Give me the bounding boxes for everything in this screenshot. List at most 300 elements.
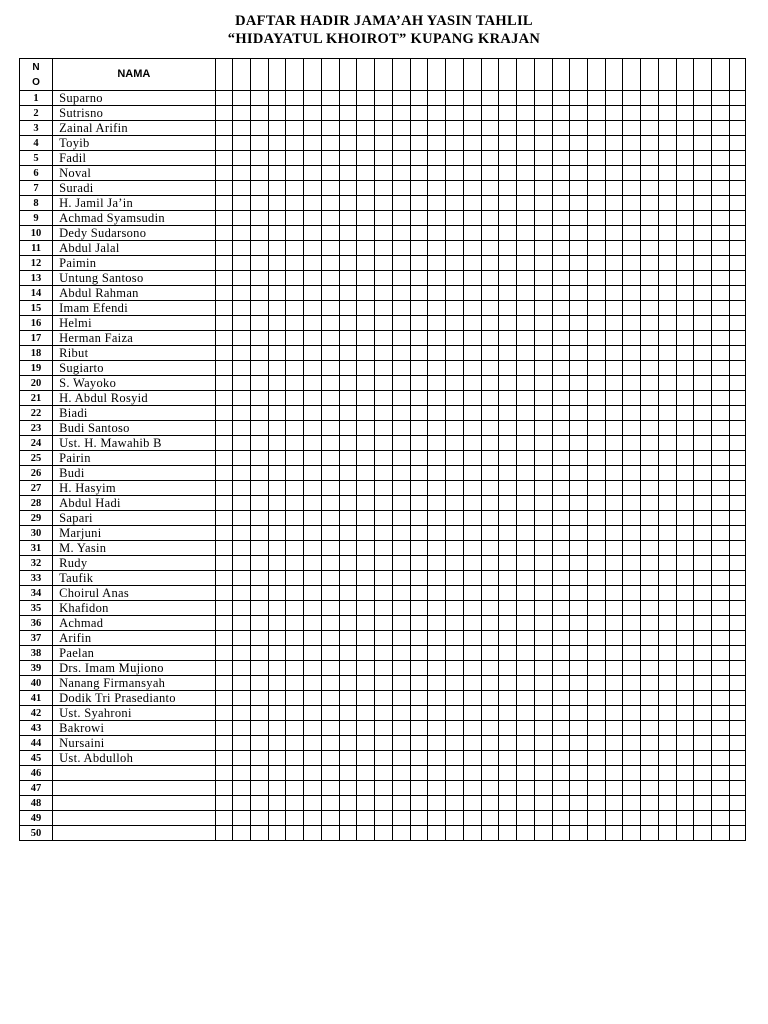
- attendance-cell[interactable]: [517, 106, 535, 121]
- attendance-cell[interactable]: [215, 121, 233, 136]
- attendance-cell[interactable]: [428, 676, 446, 691]
- attendance-cell[interactable]: [357, 601, 375, 616]
- attendance-cell[interactable]: [233, 151, 251, 166]
- attendance-cell[interactable]: [463, 631, 481, 646]
- attendance-cell[interactable]: [304, 286, 322, 301]
- attendance-cell[interactable]: [676, 181, 694, 196]
- attendance-cell[interactable]: [694, 661, 712, 676]
- attendance-cell[interactable]: [251, 181, 269, 196]
- attendance-cell[interactable]: [712, 541, 730, 556]
- attendance-cell[interactable]: [233, 766, 251, 781]
- attendance-cell[interactable]: [641, 376, 659, 391]
- attendance-cell[interactable]: [233, 676, 251, 691]
- attendance-cell[interactable]: [517, 451, 535, 466]
- attendance-cell[interactable]: [658, 331, 676, 346]
- attendance-cell[interactable]: [641, 541, 659, 556]
- attendance-cell[interactable]: [534, 511, 552, 526]
- attendance-cell[interactable]: [304, 496, 322, 511]
- attendance-cell[interactable]: [481, 826, 499, 841]
- attendance-cell[interactable]: [676, 496, 694, 511]
- attendance-cell[interactable]: [286, 601, 304, 616]
- attendance-cell[interactable]: [517, 271, 535, 286]
- attendance-cell[interactable]: [357, 91, 375, 106]
- attendance-cell[interactable]: [251, 151, 269, 166]
- attendance-cell[interactable]: [286, 301, 304, 316]
- attendance-cell[interactable]: [321, 751, 339, 766]
- attendance-cell[interactable]: [268, 421, 286, 436]
- attendance-cell[interactable]: [233, 706, 251, 721]
- attendance-cell[interactable]: [481, 661, 499, 676]
- attendance-cell[interactable]: [641, 481, 659, 496]
- attendance-cell[interactable]: [676, 286, 694, 301]
- attendance-cell[interactable]: [570, 106, 588, 121]
- attendance-cell[interactable]: [587, 751, 605, 766]
- attendance-cell[interactable]: [233, 181, 251, 196]
- attendance-cell[interactable]: [481, 151, 499, 166]
- attendance-cell[interactable]: [694, 316, 712, 331]
- attendance-cell[interactable]: [392, 781, 410, 796]
- attendance-cell[interactable]: [286, 631, 304, 646]
- attendance-cell[interactable]: [570, 361, 588, 376]
- attendance-cell[interactable]: [339, 496, 357, 511]
- attendance-cell[interactable]: [481, 166, 499, 181]
- attendance-cell[interactable]: [428, 646, 446, 661]
- attendance-cell[interactable]: [215, 211, 233, 226]
- attendance-cell[interactable]: [623, 406, 641, 421]
- attendance-cell[interactable]: [641, 496, 659, 511]
- attendance-cell[interactable]: [623, 436, 641, 451]
- attendance-cell[interactable]: [268, 496, 286, 511]
- attendance-cell[interactable]: [463, 91, 481, 106]
- attendance-cell[interactable]: [499, 721, 517, 736]
- attendance-cell[interactable]: [286, 811, 304, 826]
- attendance-cell[interactable]: [463, 526, 481, 541]
- attendance-cell[interactable]: [570, 436, 588, 451]
- attendance-cell[interactable]: [375, 91, 393, 106]
- attendance-cell[interactable]: [375, 781, 393, 796]
- attendance-cell[interactable]: [623, 676, 641, 691]
- attendance-cell[interactable]: [499, 646, 517, 661]
- attendance-cell[interactable]: [481, 301, 499, 316]
- attendance-cell[interactable]: [658, 346, 676, 361]
- attendance-cell[interactable]: [268, 616, 286, 631]
- attendance-cell[interactable]: [587, 631, 605, 646]
- attendance-cell[interactable]: [357, 376, 375, 391]
- attendance-cell[interactable]: [375, 211, 393, 226]
- attendance-cell[interactable]: [499, 571, 517, 586]
- attendance-cell[interactable]: [321, 301, 339, 316]
- attendance-cell[interactable]: [534, 106, 552, 121]
- attendance-cell[interactable]: [534, 601, 552, 616]
- attendance-cell[interactable]: [321, 826, 339, 841]
- attendance-cell[interactable]: [641, 466, 659, 481]
- attendance-cell[interactable]: [446, 181, 464, 196]
- attendance-cell[interactable]: [694, 616, 712, 631]
- attendance-cell[interactable]: [339, 361, 357, 376]
- attendance-cell[interactable]: [357, 796, 375, 811]
- attendance-cell[interactable]: [251, 376, 269, 391]
- attendance-cell[interactable]: [517, 376, 535, 391]
- attendance-cell[interactable]: [357, 526, 375, 541]
- attendance-cell[interactable]: [251, 316, 269, 331]
- attendance-cell[interactable]: [304, 586, 322, 601]
- attendance-cell[interactable]: [676, 256, 694, 271]
- attendance-cell[interactable]: [215, 271, 233, 286]
- attendance-cell[interactable]: [233, 751, 251, 766]
- attendance-cell[interactable]: [321, 346, 339, 361]
- attendance-cell[interactable]: [623, 466, 641, 481]
- attendance-cell[interactable]: [304, 601, 322, 616]
- attendance-cell[interactable]: [233, 316, 251, 331]
- attendance-cell[interactable]: [641, 661, 659, 676]
- attendance-cell[interactable]: [428, 526, 446, 541]
- attendance-cell[interactable]: [233, 556, 251, 571]
- attendance-cell[interactable]: [499, 706, 517, 721]
- attendance-cell[interactable]: [215, 241, 233, 256]
- attendance-cell[interactable]: [392, 631, 410, 646]
- attendance-cell[interactable]: [268, 361, 286, 376]
- attendance-cell[interactable]: [339, 301, 357, 316]
- attendance-cell[interactable]: [321, 121, 339, 136]
- attendance-cell[interactable]: [481, 586, 499, 601]
- attendance-cell[interactable]: [392, 616, 410, 631]
- attendance-cell[interactable]: [499, 736, 517, 751]
- attendance-cell[interactable]: [357, 706, 375, 721]
- attendance-cell[interactable]: [676, 346, 694, 361]
- attendance-cell[interactable]: [392, 181, 410, 196]
- attendance-cell[interactable]: [446, 241, 464, 256]
- attendance-cell[interactable]: [410, 526, 428, 541]
- attendance-cell[interactable]: [428, 106, 446, 121]
- attendance-cell[interactable]: [304, 421, 322, 436]
- attendance-cell[interactable]: [392, 766, 410, 781]
- attendance-cell[interactable]: [304, 661, 322, 676]
- attendance-cell[interactable]: [694, 331, 712, 346]
- attendance-cell[interactable]: [712, 346, 730, 361]
- attendance-cell[interactable]: [410, 346, 428, 361]
- attendance-cell[interactable]: [534, 436, 552, 451]
- attendance-cell[interactable]: [481, 181, 499, 196]
- attendance-cell[interactable]: [658, 496, 676, 511]
- attendance-cell[interactable]: [233, 586, 251, 601]
- attendance-cell[interactable]: [499, 166, 517, 181]
- attendance-cell[interactable]: [428, 196, 446, 211]
- attendance-cell[interactable]: [357, 136, 375, 151]
- attendance-cell[interactable]: [268, 316, 286, 331]
- attendance-cell[interactable]: [375, 166, 393, 181]
- attendance-cell[interactable]: [605, 406, 623, 421]
- attendance-cell[interactable]: [676, 631, 694, 646]
- attendance-cell[interactable]: [375, 316, 393, 331]
- attendance-cell[interactable]: [712, 106, 730, 121]
- attendance-cell[interactable]: [463, 286, 481, 301]
- attendance-cell[interactable]: [463, 256, 481, 271]
- attendance-cell[interactable]: [392, 451, 410, 466]
- attendance-cell[interactable]: [623, 226, 641, 241]
- attendance-cell[interactable]: [712, 781, 730, 796]
- attendance-cell[interactable]: [570, 286, 588, 301]
- attendance-cell[interactable]: [534, 526, 552, 541]
- attendance-cell[interactable]: [215, 316, 233, 331]
- attendance-cell[interactable]: [446, 91, 464, 106]
- attendance-cell[interactable]: [286, 541, 304, 556]
- attendance-cell[interactable]: [481, 496, 499, 511]
- attendance-cell[interactable]: [534, 361, 552, 376]
- attendance-cell[interactable]: [517, 226, 535, 241]
- attendance-cell[interactable]: [534, 121, 552, 136]
- attendance-cell[interactable]: [729, 646, 745, 661]
- attendance-cell[interactable]: [321, 721, 339, 736]
- attendance-cell[interactable]: [641, 406, 659, 421]
- attendance-cell[interactable]: [215, 196, 233, 211]
- attendance-cell[interactable]: [446, 631, 464, 646]
- attendance-cell[interactable]: [623, 241, 641, 256]
- attendance-cell[interactable]: [623, 766, 641, 781]
- attendance-cell[interactable]: [658, 691, 676, 706]
- attendance-cell[interactable]: [570, 196, 588, 211]
- attendance-cell[interactable]: [534, 466, 552, 481]
- attendance-cell[interactable]: [694, 586, 712, 601]
- attendance-cell[interactable]: [729, 496, 745, 511]
- attendance-cell[interactable]: [357, 496, 375, 511]
- attendance-cell[interactable]: [658, 706, 676, 721]
- attendance-cell[interactable]: [499, 361, 517, 376]
- attendance-cell[interactable]: [552, 826, 570, 841]
- attendance-cell[interactable]: [499, 526, 517, 541]
- attendance-cell[interactable]: [286, 646, 304, 661]
- attendance-cell[interactable]: [446, 826, 464, 841]
- attendance-cell[interactable]: [641, 571, 659, 586]
- attendance-cell[interactable]: [375, 586, 393, 601]
- attendance-cell[interactable]: [712, 361, 730, 376]
- attendance-cell[interactable]: [623, 496, 641, 511]
- attendance-cell[interactable]: [215, 556, 233, 571]
- attendance-cell[interactable]: [375, 691, 393, 706]
- attendance-cell[interactable]: [410, 751, 428, 766]
- attendance-cell[interactable]: [623, 301, 641, 316]
- attendance-cell[interactable]: [676, 376, 694, 391]
- attendance-cell[interactable]: [251, 766, 269, 781]
- attendance-cell[interactable]: [481, 421, 499, 436]
- attendance-cell[interactable]: [304, 706, 322, 721]
- attendance-cell[interactable]: [570, 301, 588, 316]
- attendance-cell[interactable]: [587, 346, 605, 361]
- attendance-cell[interactable]: [375, 481, 393, 496]
- attendance-cell[interactable]: [676, 166, 694, 181]
- attendance-cell[interactable]: [463, 196, 481, 211]
- attendance-cell[interactable]: [233, 796, 251, 811]
- attendance-cell[interactable]: [233, 466, 251, 481]
- attendance-cell[interactable]: [605, 301, 623, 316]
- attendance-cell[interactable]: [587, 226, 605, 241]
- attendance-cell[interactable]: [658, 301, 676, 316]
- attendance-cell[interactable]: [605, 361, 623, 376]
- attendance-cell[interactable]: [694, 691, 712, 706]
- attendance-cell[interactable]: [694, 826, 712, 841]
- attendance-cell[interactable]: [517, 151, 535, 166]
- attendance-cell[interactable]: [605, 766, 623, 781]
- attendance-cell[interactable]: [729, 751, 745, 766]
- attendance-cell[interactable]: [658, 676, 676, 691]
- attendance-cell[interactable]: [410, 421, 428, 436]
- attendance-cell[interactable]: [392, 346, 410, 361]
- attendance-cell[interactable]: [552, 481, 570, 496]
- attendance-cell[interactable]: [446, 556, 464, 571]
- attendance-cell[interactable]: [428, 376, 446, 391]
- attendance-cell[interactable]: [233, 121, 251, 136]
- attendance-cell[interactable]: [375, 271, 393, 286]
- attendance-cell[interactable]: [339, 781, 357, 796]
- attendance-cell[interactable]: [587, 826, 605, 841]
- attendance-cell[interactable]: [534, 721, 552, 736]
- attendance-cell[interactable]: [499, 136, 517, 151]
- attendance-cell[interactable]: [463, 571, 481, 586]
- attendance-cell[interactable]: [694, 766, 712, 781]
- attendance-cell[interactable]: [233, 526, 251, 541]
- attendance-cell[interactable]: [268, 106, 286, 121]
- attendance-cell[interactable]: [641, 316, 659, 331]
- attendance-cell[interactable]: [339, 691, 357, 706]
- attendance-cell[interactable]: [321, 166, 339, 181]
- attendance-cell[interactable]: [215, 616, 233, 631]
- attendance-cell[interactable]: [428, 811, 446, 826]
- attendance-cell[interactable]: [268, 511, 286, 526]
- attendance-cell[interactable]: [517, 91, 535, 106]
- attendance-cell[interactable]: [623, 511, 641, 526]
- attendance-cell[interactable]: [729, 541, 745, 556]
- attendance-cell[interactable]: [321, 811, 339, 826]
- attendance-cell[interactable]: [339, 631, 357, 646]
- attendance-cell[interactable]: [499, 196, 517, 211]
- attendance-cell[interactable]: [268, 406, 286, 421]
- attendance-cell[interactable]: [641, 586, 659, 601]
- attendance-cell[interactable]: [712, 466, 730, 481]
- attendance-cell[interactable]: [446, 316, 464, 331]
- attendance-cell[interactable]: [623, 721, 641, 736]
- attendance-cell[interactable]: [694, 226, 712, 241]
- attendance-cell[interactable]: [729, 361, 745, 376]
- attendance-cell[interactable]: [446, 706, 464, 721]
- attendance-cell[interactable]: [392, 151, 410, 166]
- attendance-cell[interactable]: [215, 301, 233, 316]
- attendance-cell[interactable]: [605, 556, 623, 571]
- attendance-cell[interactable]: [215, 796, 233, 811]
- attendance-cell[interactable]: [286, 286, 304, 301]
- attendance-cell[interactable]: [517, 586, 535, 601]
- attendance-cell[interactable]: [552, 496, 570, 511]
- attendance-cell[interactable]: [304, 511, 322, 526]
- attendance-cell[interactable]: [623, 451, 641, 466]
- attendance-cell[interactable]: [251, 346, 269, 361]
- attendance-cell[interactable]: [304, 241, 322, 256]
- attendance-cell[interactable]: [251, 781, 269, 796]
- attendance-cell[interactable]: [517, 616, 535, 631]
- attendance-cell[interactable]: [587, 151, 605, 166]
- attendance-cell[interactable]: [481, 706, 499, 721]
- attendance-cell[interactable]: [463, 736, 481, 751]
- attendance-cell[interactable]: [375, 526, 393, 541]
- attendance-cell[interactable]: [375, 331, 393, 346]
- attendance-cell[interactable]: [729, 586, 745, 601]
- attendance-cell[interactable]: [392, 571, 410, 586]
- attendance-cell[interactable]: [339, 601, 357, 616]
- attendance-cell[interactable]: [286, 526, 304, 541]
- attendance-cell[interactable]: [392, 196, 410, 211]
- attendance-cell[interactable]: [641, 106, 659, 121]
- attendance-cell[interactable]: [268, 781, 286, 796]
- attendance-cell[interactable]: [321, 286, 339, 301]
- attendance-cell[interactable]: [339, 766, 357, 781]
- attendance-cell[interactable]: [215, 736, 233, 751]
- attendance-cell[interactable]: [481, 256, 499, 271]
- attendance-cell[interactable]: [304, 691, 322, 706]
- attendance-cell[interactable]: [392, 331, 410, 346]
- attendance-cell[interactable]: [729, 91, 745, 106]
- attendance-cell[interactable]: [517, 166, 535, 181]
- attendance-cell[interactable]: [712, 556, 730, 571]
- attendance-cell[interactable]: [641, 331, 659, 346]
- attendance-cell[interactable]: [428, 706, 446, 721]
- attendance-cell[interactable]: [605, 241, 623, 256]
- attendance-cell[interactable]: [428, 301, 446, 316]
- attendance-cell[interactable]: [587, 241, 605, 256]
- attendance-cell[interactable]: [658, 646, 676, 661]
- attendance-cell[interactable]: [321, 211, 339, 226]
- attendance-cell[interactable]: [463, 721, 481, 736]
- attendance-cell[interactable]: [729, 106, 745, 121]
- attendance-cell[interactable]: [570, 691, 588, 706]
- attendance-cell[interactable]: [658, 631, 676, 646]
- attendance-cell[interactable]: [517, 406, 535, 421]
- attendance-cell[interactable]: [251, 541, 269, 556]
- attendance-cell[interactable]: [339, 586, 357, 601]
- attendance-cell[interactable]: [623, 346, 641, 361]
- attendance-cell[interactable]: [304, 451, 322, 466]
- attendance-cell[interactable]: [712, 646, 730, 661]
- attendance-cell[interactable]: [410, 136, 428, 151]
- attendance-cell[interactable]: [570, 706, 588, 721]
- attendance-cell[interactable]: [268, 241, 286, 256]
- attendance-cell[interactable]: [605, 676, 623, 691]
- attendance-cell[interactable]: [463, 106, 481, 121]
- attendance-cell[interactable]: [552, 691, 570, 706]
- attendance-cell[interactable]: [215, 571, 233, 586]
- attendance-cell[interactable]: [251, 436, 269, 451]
- attendance-cell[interactable]: [304, 181, 322, 196]
- attendance-cell[interactable]: [570, 466, 588, 481]
- attendance-cell[interactable]: [641, 781, 659, 796]
- attendance-cell[interactable]: [658, 361, 676, 376]
- attendance-cell[interactable]: [712, 151, 730, 166]
- attendance-cell[interactable]: [534, 406, 552, 421]
- attendance-cell[interactable]: [587, 106, 605, 121]
- attendance-cell[interactable]: [517, 211, 535, 226]
- attendance-cell[interactable]: [676, 736, 694, 751]
- attendance-cell[interactable]: [658, 466, 676, 481]
- attendance-cell[interactable]: [357, 736, 375, 751]
- attendance-cell[interactable]: [215, 346, 233, 361]
- attendance-cell[interactable]: [676, 151, 694, 166]
- attendance-cell[interactable]: [428, 616, 446, 631]
- attendance-cell[interactable]: [268, 271, 286, 286]
- attendance-cell[interactable]: [605, 481, 623, 496]
- attendance-cell[interactable]: [410, 316, 428, 331]
- attendance-cell[interactable]: [499, 631, 517, 646]
- attendance-cell[interactable]: [499, 601, 517, 616]
- attendance-cell[interactable]: [534, 376, 552, 391]
- attendance-cell[interactable]: [321, 496, 339, 511]
- attendance-cell[interactable]: [605, 661, 623, 676]
